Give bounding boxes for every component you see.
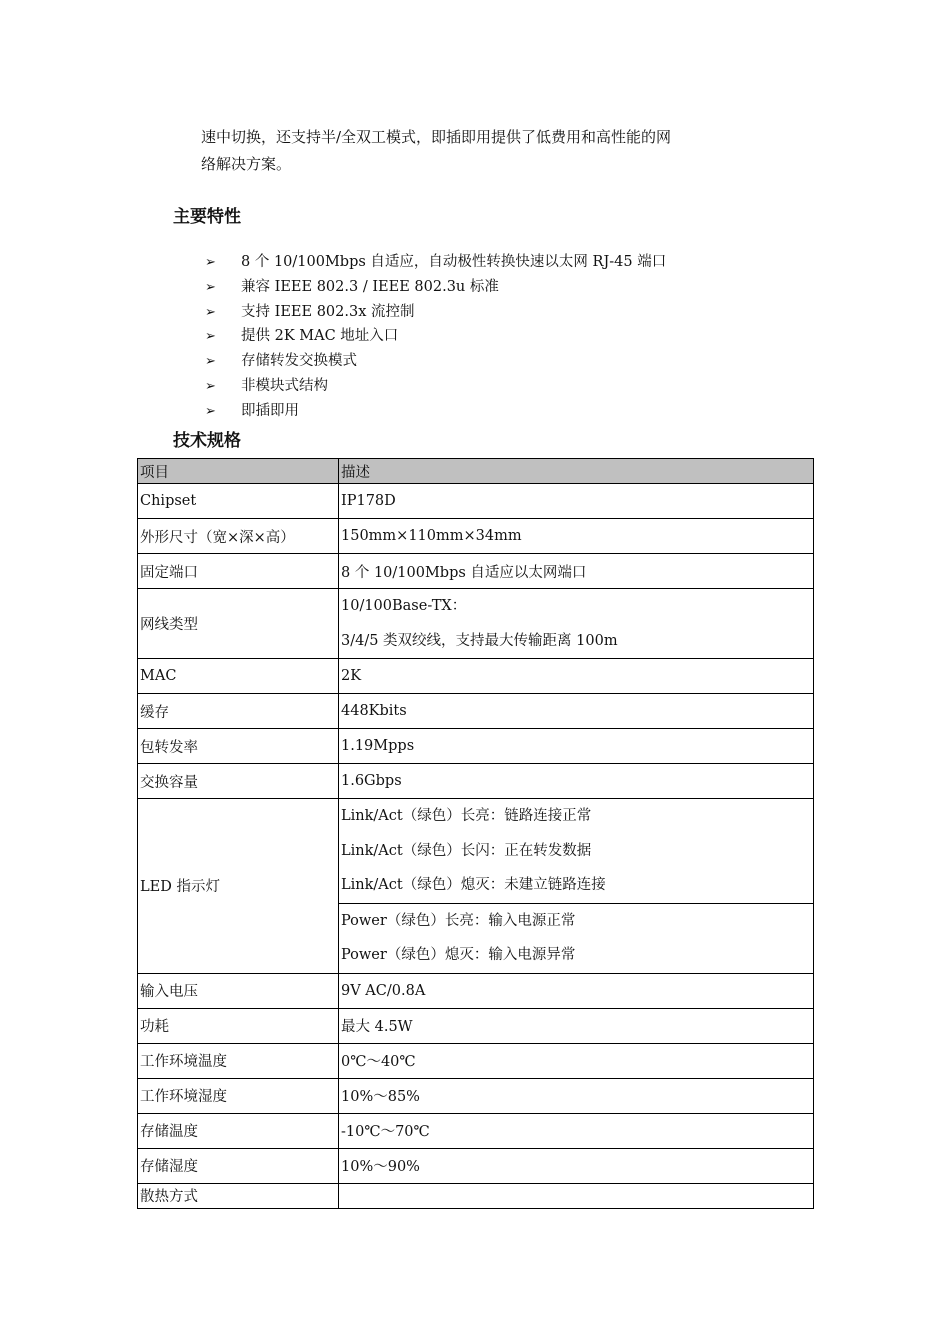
spec-desc: 1.19Mpps [339,729,814,764]
spec-item: 缓存 [138,694,339,729]
column-header-item: 项目 [138,459,339,484]
spec-item: 交换容量 [138,764,339,799]
table-row [138,589,814,659]
table-row [138,764,814,799]
spec-desc: 1.6Gbps [339,764,814,799]
spec-item: 外形尺寸（宽×深×高） [138,519,339,554]
arrow-bullet-icon: ➢ [205,378,216,394]
list-item: ➢ 兼容 IEEE 802.3 / IEEE 802.3u 标准 [205,275,666,300]
spec-item: 输入电压 [138,973,339,1008]
spec-item: 固定端口 [138,554,339,589]
table-row [138,694,814,729]
list-item: ➢ 存储转发交换模式 [205,349,666,374]
spec-item: Chipset [138,484,339,519]
table-row [138,554,814,589]
spec-desc-line: Link/Act（绿色）长亮：链路连接正常 [341,808,592,824]
column-header-desc: 描述 [339,459,814,484]
table-row [138,1078,814,1113]
table-row [138,1008,814,1043]
list-item: ➢ 提供 2K MAC 地址入口 [205,324,666,349]
spec-item: 存储湿度 [138,1148,339,1183]
table-row [138,519,814,554]
spec-desc-line: Power（绿色）熄灭：输入电源异常 [341,947,576,963]
spec-desc: 150mm×110mm×34mm [339,519,814,554]
list-item: ➢ 非模块式结构 [205,374,666,399]
table-row [138,799,814,904]
spec-item: 散热方式 [138,1183,339,1208]
features-list [205,250,666,424]
table-row [138,729,814,764]
spec-item: 网线类型 [138,589,339,659]
table-header-row [138,459,814,484]
arrow-bullet-icon: ➢ [205,354,216,370]
spec-desc: 2K [339,659,814,694]
spec-table [137,458,814,1209]
spec-desc-line: Link/Act（绿色）长闪：正在转发数据 [341,842,592,859]
intro-paragraph [201,124,761,178]
spec-desc [339,589,814,659]
specs-heading: 技术规格 [173,431,241,451]
table-row [138,484,814,519]
spec-desc [339,1183,814,1208]
spec-desc-line: Link/Act（绿色）熄灭：未建立链路连接 [341,877,606,893]
table-row [138,659,814,694]
spec-desc-line: Power（绿色）长亮：输入电源正常 [341,912,576,929]
table-row [138,1113,814,1148]
spec-desc: 448Kbits [339,694,814,729]
spec-desc: 10%～90% [339,1148,814,1183]
arrow-bullet-icon: ➢ [205,279,216,295]
spec-desc: IP178D [339,484,814,519]
list-item: ➢ 支持 IEEE 802.3x 流控制 [205,300,666,325]
arrow-bullet-icon: ➢ [205,304,216,320]
spec-desc [339,903,814,973]
list-item: ➢ 8 个 10/100Mbps 自适应，自动极性转换快速以太网 RJ-45 端口 [205,250,666,275]
spec-desc: 8 个 10/100Mbps 自适应以太网端口 [339,554,814,589]
spec-item: 存储温度 [138,1113,339,1148]
spec-desc: 9V AC/0.8A [339,973,814,1008]
spec-item: 功耗 [138,1008,339,1043]
spec-desc [339,799,814,904]
arrow-bullet-icon: ➢ [205,403,216,419]
spec-item: LED 指示灯 [138,799,339,974]
spec-item: MAC [138,659,339,694]
spec-desc: 0℃～40℃ [339,1043,814,1078]
spec-desc: 10%～85% [339,1078,814,1113]
list-item: ➢ 即插即用 [205,399,666,424]
table-row [138,1183,814,1208]
table-row [138,973,814,1008]
arrow-bullet-icon: ➢ [205,329,216,345]
spec-desc-line: 10/100Base-TX： [341,598,467,614]
spec-item: 工作环境温度 [138,1043,339,1078]
features-heading: 主要特性 [173,207,241,227]
spec-desc: 最大 4.5W [339,1008,814,1043]
intro-line-2: 络解决方案。 [201,155,292,173]
intro-line-1: 速中切换，还支持半/全双工模式，即插即用提供了低费用和高性能的网 [201,128,672,146]
spec-item: 包转发率 [138,729,339,764]
spec-desc: -10℃～70℃ [339,1113,814,1148]
table-row [138,1043,814,1078]
spec-item: 工作环境湿度 [138,1078,339,1113]
arrow-bullet-icon: ➢ [205,255,216,270]
table-row [138,1148,814,1183]
spec-desc-line: 3/4/5 类双绞线，支持最大传输距离 100m [341,632,618,649]
